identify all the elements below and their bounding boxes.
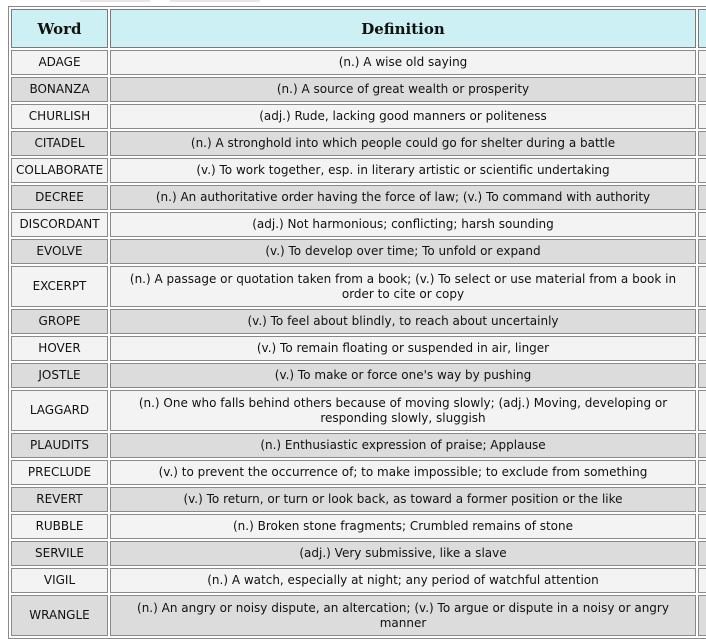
cropped-column-cell	[698, 336, 706, 361]
word-cell: LAGGARD	[11, 390, 108, 431]
word-cell: DISCORDANT	[11, 212, 108, 237]
cropped-column-cell	[698, 239, 706, 264]
cropped-column-cell	[698, 363, 706, 388]
definition-cell: (v.) To work together, esp. in literary artistic or scientific undertaking	[110, 158, 696, 183]
table-body	[11, 50, 706, 636]
cropped-column-cell	[698, 514, 706, 539]
word-cell: PRECLUDE	[11, 460, 108, 485]
definition-cell: (n.) An angry or noisy dispute, an altercation; (v.) To argue or dispute in a noisy or angry manner	[110, 595, 696, 636]
word-cell: JOSTLE	[11, 363, 108, 388]
table-row	[11, 487, 706, 512]
definition-cell: (v.) To make or force one's way by pushing	[110, 363, 696, 388]
definition-cell: (adj.) Very submissive, like a slave	[110, 541, 696, 566]
table-row	[11, 390, 706, 431]
definition-cell: (v.) To remain floating or suspended in air, linger	[110, 336, 696, 361]
table-row	[11, 309, 706, 334]
table-row	[11, 514, 706, 539]
table-row	[11, 460, 706, 485]
word-cell: PLAUDITS	[11, 433, 108, 458]
definition-cell: (n.) Enthusiastic expression of praise; Applause	[110, 433, 696, 458]
cropped-column-cell	[698, 212, 706, 237]
cropped-column-cell	[698, 185, 706, 210]
word-cell: WRANGLE	[11, 595, 108, 636]
word-cell: BONANZA	[11, 77, 108, 102]
definition-cell: (n.) A source of great wealth or prosperity	[110, 77, 696, 102]
definition-cell: (adj.) Not harmonious; conflicting; harsh sounding	[110, 212, 696, 237]
table-row	[11, 595, 706, 636]
definition-cell: (n.) One who falls behind others because of moving slowly; (adj.) Moving, developing or responding slowly, sluggish	[110, 390, 696, 431]
table-row	[11, 104, 706, 129]
word-cell: EXCERPT	[11, 266, 108, 307]
definition-cell: (n.) A stronghold into which people could go for shelter during a battle	[110, 131, 696, 156]
definition-cell: (v.) To return, or turn or look back, as toward a former position or the like	[110, 487, 696, 512]
table-row	[11, 363, 706, 388]
cropped-text-fragment	[170, 0, 260, 2]
definition-cell: (v.) To feel about blindly, to reach about uncertainly	[110, 309, 696, 334]
cropped-column-cell	[698, 433, 706, 458]
definition-cell: (n.) Broken stone fragments; Crumbled remains of stone	[110, 514, 696, 539]
definition-cell: (n.) A passage or quotation taken from a book; (v.) To select or use material from a book in order to cite or copy	[110, 266, 696, 307]
cropped-column-cell	[698, 460, 706, 485]
header-definition: Definition	[110, 9, 696, 48]
cropped-column-cell	[698, 158, 706, 183]
table-row	[11, 131, 706, 156]
table-row	[11, 158, 706, 183]
word-cell: HOVER	[11, 336, 108, 361]
word-cell: DECREE	[11, 185, 108, 210]
cropped-column-cell	[698, 104, 706, 129]
table-row	[11, 212, 706, 237]
word-cell: COLLABORATE	[11, 158, 108, 183]
cropped-column-cell	[698, 568, 706, 593]
table-row	[11, 266, 706, 307]
word-cell: CHURLISH	[11, 104, 108, 129]
table-row	[11, 568, 706, 593]
definition-cell: (v.) to prevent the occurrence of; to make impossible; to exclude from something	[110, 460, 696, 485]
definition-cell: (n.) A watch, especially at night; any period of watchful attention	[110, 568, 696, 593]
cropped-text-fragment	[80, 0, 150, 2]
word-cell: REVERT	[11, 487, 108, 512]
definition-cell: (n.) An authoritative order having the force of law; (v.) To command with authority	[110, 185, 696, 210]
vocabulary-table	[8, 6, 706, 639]
cropped-column-cell	[698, 77, 706, 102]
table-row	[11, 239, 706, 264]
definition-cell: (n.) A wise old saying	[110, 50, 696, 75]
cropped-column-cell	[698, 266, 706, 307]
cropped-column-cell	[698, 390, 706, 431]
word-cell: EVOLVE	[11, 239, 108, 264]
table-row	[11, 77, 706, 102]
cropped-column-cell	[698, 309, 706, 334]
cropped-column-cell	[698, 595, 706, 636]
word-cell: VIGIL	[11, 568, 108, 593]
cropped-column-cell	[698, 131, 706, 156]
cropped-column-cell	[698, 541, 706, 566]
table-row	[11, 336, 706, 361]
header-word: Word	[11, 9, 108, 48]
header-cropped-column	[698, 9, 706, 48]
word-cell: SERVILE	[11, 541, 108, 566]
word-cell: ADAGE	[11, 50, 108, 75]
table-header-row	[11, 9, 706, 48]
definition-cell: (adj.) Rude, lacking good manners or politeness	[110, 104, 696, 129]
word-cell: RUBBLE	[11, 514, 108, 539]
table-row	[11, 50, 706, 75]
table-row	[11, 541, 706, 566]
definition-cell: (v.) To develop over time; To unfold or expand	[110, 239, 696, 264]
table-row	[11, 433, 706, 458]
table-row	[11, 185, 706, 210]
cropped-column-cell	[698, 487, 706, 512]
word-cell: CITADEL	[11, 131, 108, 156]
word-cell: GROPE	[11, 309, 108, 334]
cropped-column-cell	[698, 50, 706, 75]
